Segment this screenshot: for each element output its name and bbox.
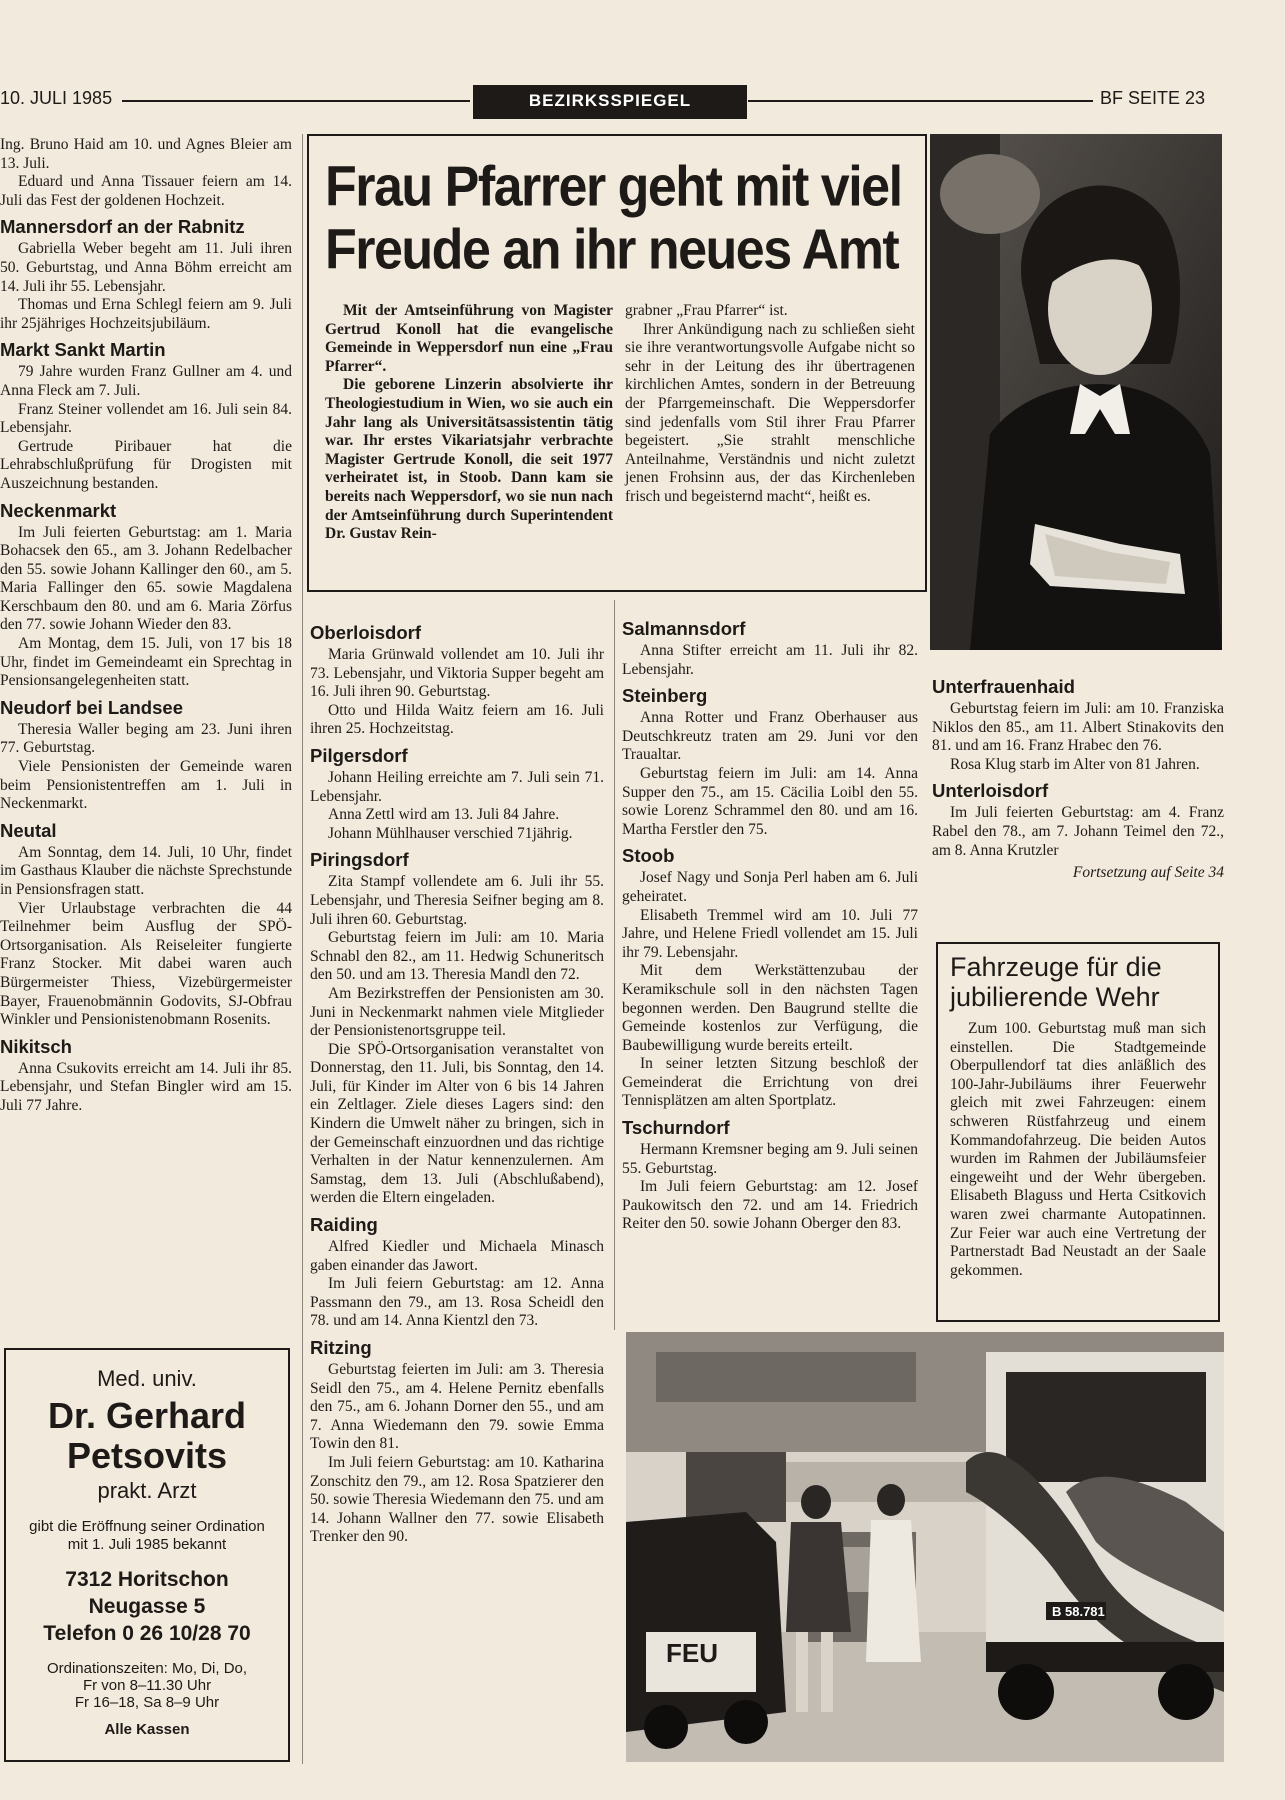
box-title: Fahrzeuge für die jubilierende Wehr (950, 952, 1162, 1012)
paragraph: Thomas und Erna Schlegl feiern am 9. Juli ihr 25jähriges Hochzeitsjubiläum. (0, 296, 292, 332)
column-rule (614, 600, 615, 1330)
paragraph: Im Juli feiern Geburtstag: am 10. Katharina Zonschitz den 79., am 12. Rosa Spatzierer den 50. sowie Theresia Wiedemann den 75. und am 14. Johann Wallner den 77. sowie Elisabeth Trenker den 90. (310, 1453, 604, 1546)
paragraph: Geburtstag feiern im Juli: am 10. Maria Schnabl den 82., am 11. Hedwig Schuneritsch den 50. und am 13. Theresia Mandl den 72. (310, 929, 604, 984)
continued-note: Fortsetzung auf Seite 34 (1072, 864, 1224, 882)
ad-name-1: Dr. Gerhard (47, 1395, 247, 1436)
column-1 (0, 136, 292, 1116)
paragraph: Geburtstag feierten im Juli: am 3. Theresia Seidl den 75., am 4. Helene Pernitz ebenfalls den 75., am 6. Johann Dorner den 55., und am 7. Anna Wiedemann den 79. sowie Emma Towin den 81. (310, 1361, 604, 1453)
feature-paragraph: Ihrer Ankündigung nach zu schließen sieht sie ihre verantwortungsvolle Aufgabe nicht so sehr in der Leitung des ihr übertragenen kirchlichen Amtes, sondern in der Betreuung der Pfarrgemeinschaft. Die Weppersdorfer sind jedenfalls vom Stil ihrer Frau Pfarrer begeistert. „Sie strahlt menschliche Anteilnahme, Verständnis und nicht zuletzt jenen Frohsinn aus, der das Kirchenleben frisch und begeisternd macht“, heißt es. (625, 320, 915, 505)
fire-brigade-article (936, 942, 1220, 1322)
ad-hours-3: Fr 16–18, Sa 8–9 Uhr (74, 1694, 220, 1711)
paragraph: Hermann Kremsner beging am 9. Juli seinen 55. Geburtstag. (622, 1141, 918, 1177)
paragraph: Elisabeth Tremmel wird am 10. Juli 77 Jahre, und Helene Friedl vollendet am 15. Juli ihr 79. Lebensjahr. (622, 906, 918, 961)
paragraph: Viele Pensionisten der Gemeinde waren beim Pensionistentreffen am 1. Juli in Neckenmarkt. (0, 758, 292, 813)
paragraph: Am Bezirkstreffen der Pensionisten am 30. Juni in Neckenmarkt nahmen viele Mitglieder der Pensionistenortsgruppe teil. (310, 984, 604, 1040)
section-head: Piringsdorf (310, 849, 409, 871)
paragraph: Im Juli feierten Geburtstag: am 1. Maria Bohacsek den 65., am 3. Johann Redelbacher den 55. sowie Johann Kallinger den 60., am 5. Maria Fallinger den 65. sowie Magdalena Kerschbaum den 80. und am 6. Maria Zörfus den 77. sowie Johann Wieder den 83. (0, 523, 292, 634)
ad-phone: Telefon 0 26 10/28 70 (43, 1622, 251, 1645)
paragraph: Vier Urlaubstage verbrachten die 44 Teilnehmer beim Ausflug der SPÖ-Ortsorganisation. Als Reiseleiter fungierte Franz Stocker. Mit dabei waren auch Bürgermeister Thiess, Vizebürgermeister Bayer, Frauenobmännin Godovits, SJ-Obfrau Winkler und Pensionistenobmann Rosenits. (0, 899, 292, 1029)
ad-announcement: gibt die Eröffnung seiner Ordination mit 1. Juli 1985 bekannt (29, 1518, 265, 1553)
header-rule-left (122, 100, 470, 102)
header-date: 10. JULI 1985 (0, 88, 113, 108)
column-rule (302, 134, 303, 1764)
paragraph: 79 Jahre wurden Franz Gullner am 4. und Anna Fleck am 7. Juli. (0, 363, 292, 399)
paragraph: Johann Mühlhauser verschied 71jährig. (328, 824, 573, 842)
paragraph: Anna Stifter erreicht am 11. Juli ihr 82. Lebensjahr. (622, 642, 918, 678)
header-rule-right (748, 100, 1093, 102)
column-4 (932, 670, 1224, 883)
ad-name-2: Petsovits (66, 1435, 228, 1476)
truck-plate-text: B 58.781 (1052, 1604, 1105, 1619)
truck-door-text: FEU (666, 1638, 718, 1668)
paragraph: Im Juli feierten Geburtstag: am 4. Franz Rabel den 78., am 7. Johann Teimel den 72., am 8. Anna Krutzler (932, 804, 1224, 859)
paragraph: Mit dem Werkstättenzubau der Keramikschule soll in den nächsten Tagen begonnen werden. Den Baugrund stellte die Gemeinde kostenlos zur Verfügung, die Baubewilligung wurde bereits erteilt. (622, 962, 918, 1054)
feature-paragraph: grabner „Frau Pfarrer“ ist. (625, 302, 788, 319)
paragraph: Rosa Klug starb im Alter von 81 Jahren. (950, 755, 1200, 773)
paragraph: Geburtstag feiern im Juli: am 14. Anna Supper den 75., am 15. Cäcilia Loibl den 55. sowie Lorenz Schrammel den 80. und am 16. Martha Ferstler den 75. (622, 764, 918, 838)
section-head: Neudorf bei Landsee (0, 696, 183, 718)
section-head: Tschurndorf (622, 1117, 730, 1139)
feature-article (307, 134, 927, 592)
paragraph: Anna Csukovits erreicht am 14. Juli ihr 85. Lebensjahr, und Stefan Bingler wird am 15. Juli 77 Jahre. (0, 1059, 292, 1114)
paragraph: Die SPÖ-Ortsorganisation veranstaltet von Donnerstag, den 11. Juli, bis Sonntag, den 14. Juli, für Kinder im Alter von 6 bis 14 Jahren ein Zeltlager. Ziele dieses Lagers sind: den Kindern die Umwelt näher zu bringen, sich in der Gemeinschaft einzuordnen und das richtige Verhalten in der Natur kennenzulernen. Am Samstag, dem 13. Juli (Abschlußabend), werden die Eltern eingeladen. (310, 1040, 604, 1207)
paragraph: Zita Stampf vollendete am 6. Juli ihr 55. Lebensjahr, und Theresia Seifner beging am 8. Juli ihren 60. Geburtstag. (310, 873, 604, 928)
paragraph: Alfred Kiedler und Michaela Minasch gaben einander das Jawort. (310, 1238, 604, 1274)
section-head: Ritzing (310, 1337, 372, 1358)
ad-hours-2: Fr von 8–11.30 Uhr (82, 1677, 212, 1694)
ad-kassen: Alle Kassen (104, 1721, 190, 1738)
section-head: Neutal (0, 819, 57, 841)
paragraph: Anna Rotter und Franz Oberhauser aus Deutschkreutz traten am 29. Juni vor den Traualtar. (622, 709, 918, 764)
section-head: Unterloisdorf (932, 780, 1049, 802)
ad-hours-1: Ordinationszeiten: Mo, Di, Do, (46, 1660, 248, 1677)
paragraph: Am Sonntag, dem 14. Juli, 10 Uhr, findet im Gasthaus Klauber die nächste Sprechstunde in Pensionsfragen statt. (0, 843, 292, 898)
feature-left-column (325, 302, 613, 544)
paragraph: Franz Steiner vollendet am 16. Juli sein 84. Lebensjahr. (0, 400, 292, 437)
section-head: Oberloisdorf (310, 622, 422, 643)
feature-right-column (625, 302, 915, 507)
feature-headline: Frau Pfarrer geht mit viel Freude an ihr neues Amt (325, 156, 902, 282)
paragraph: Im Juli feiern Geburtstag: am 12. Anna Passmann den 79., am 13. Rosa Scheidl den 78. und am 14. Anna Kientzl den 73. (310, 1275, 604, 1330)
photo-fire-trucks-image (626, 1332, 1224, 1762)
section-head: Raiding (310, 1214, 378, 1236)
feature-paragraph: Die geborene Linzerin absolvierte ihr Theologiestudium in Wien, wo sie auch ein Jahr lang als Universitätsassistentin tätig war. Ihr erstes Vikariatsjahr verbrachte Magister Gertrude Konoll, die seit 1977 verheiratet ist, in Stoob. Dann kam sie bereits nach Weppersdorf, wo sie nun nach der Amtseinführung durch Superintendent Dr. Gustav Rein- (325, 376, 613, 543)
paragraph: Im Juli feiern Geburtstag: am 12. Josef Paukowitsch den 72. und am 14. Friedrich Reiter den 50. sowie Johann Oberger den 83. (622, 1178, 918, 1233)
doctor-advertisement (4, 1348, 290, 1762)
paragraph: Anna Zettl wird am 13. Juli 84 Jahre. (328, 806, 560, 824)
photo-pastor-image (930, 134, 1222, 650)
section-head: Neckenmarkt (0, 499, 117, 521)
paragraph: Gabriella Weber begeht am 11. Juli ihren 50. Geburtstag, und Anna Böhm erreicht am 14. Juli ihr 55. Lebensjahr. (0, 240, 292, 295)
column-3 (622, 612, 918, 1234)
photo-pastor (930, 134, 1222, 650)
paragraph: Johann Heiling erreichte am 7. Juli sein 71. Lebensjahr. (310, 768, 604, 805)
paragraph: Gertrude Piribauer hat die Lehrabschlußprüfung für Drogisten mit Auszeichnung bestanden. (0, 437, 292, 492)
box-text: Zum 100. Geburtstag muß man sich einstellen. Die Stadtgemeinde Oberpullendorf tat dies anläßlich des 100-Jahr-Jubiläums ihrer Feuerwehr gleich mit zwei Fahrzeugen: einem schweren Rüstfahrzeug und einem Kommandofahrzeug. Die beiden Autos wurden im Rahmen der Jubiläumsfeier eingeweiht und der Wehr übergeben. Elisabeth Blaguss und Herta Csitkovich waren zwei charmante Autopatinnen. Zur Feier war auch eine Vertretung der Partnerstadt Bad Neustadt an der Saale gekommen. (950, 1020, 1206, 1279)
paragraph: Geburtstag feiern im Juli: am 10. Franziska Niklos den 85., am 11. Albert Stinakovits den 81. und am 16. Franz Hrabec den 76. (932, 700, 1224, 755)
section-label: BEZIRKSSPIEGEL (473, 85, 747, 119)
ad-role: prakt. Arzt (97, 1478, 197, 1503)
paragraph: Am Montag, dem 15. Juli, von 17 bis 18 Uhr, findet im Gemeindeamt ein Sprechtag in Pensionsangelegenheiten statt. (0, 635, 292, 690)
section-head: Pilgersdorf (310, 744, 408, 766)
header-page: BF SEITE 23 (1100, 88, 1206, 108)
feature-lead: Mit der Amtseinführung von Magister Gertrud Konoll hat die evangelische Gemeinde in Weppersdorf nun eine „Frau Pfarrer“. (325, 302, 613, 375)
box-text-wrap (950, 1020, 1206, 1280)
section-head: Unterfrauenhaid (932, 676, 1075, 697)
paragraph: Josef Nagy und Sonja Perl haben am 6. Juli geheiratet. (622, 869, 918, 905)
section-head: Markt Sankt Martin (0, 339, 166, 361)
ad-address-1: 7312 Horitschon (65, 1568, 229, 1591)
section-head: Nikitsch (0, 1035, 72, 1057)
paragraph: Otto und Hilda Waitz feiern am 16. Juli ihren 25. Hochzeitstag. (310, 701, 604, 738)
photo-fire-trucks (626, 1332, 1224, 1762)
ad-address-2: Neugasse 5 (88, 1595, 206, 1618)
paragraph: Maria Grünwald vollendet am 10. Juli ihr 73. Lebensjahr, und Viktoria Supper begeht am 16. Juli ihren 90. Geburtstag. (310, 646, 604, 701)
paragraph: Theresia Waller beging am 23. Juni ihren 77. Geburtstag. (0, 720, 292, 757)
col1-intro-1: Eduard und Anna Tissauer feiern am 14. Juli das Fest der goldenen Hochzeit. (0, 173, 292, 209)
paragraph: In seiner letzten Sitzung beschloß der Gemeinderat die Errichtung von drei Tennisplätzen am alten Sportplatz. (622, 1055, 918, 1110)
section-head: Steinberg (622, 685, 708, 707)
ad-title: Med. univ. (97, 1366, 197, 1391)
column-2 (310, 616, 604, 1547)
section-head: Stoob (622, 845, 675, 867)
col1-intro-0: Ing. Bruno Haid am 10. und Agnes Bleier am 13. Juli. (0, 136, 292, 172)
section-head: Salmannsdorf (622, 618, 746, 639)
section-head: Mannersdorf an der Rabnitz (0, 216, 245, 238)
